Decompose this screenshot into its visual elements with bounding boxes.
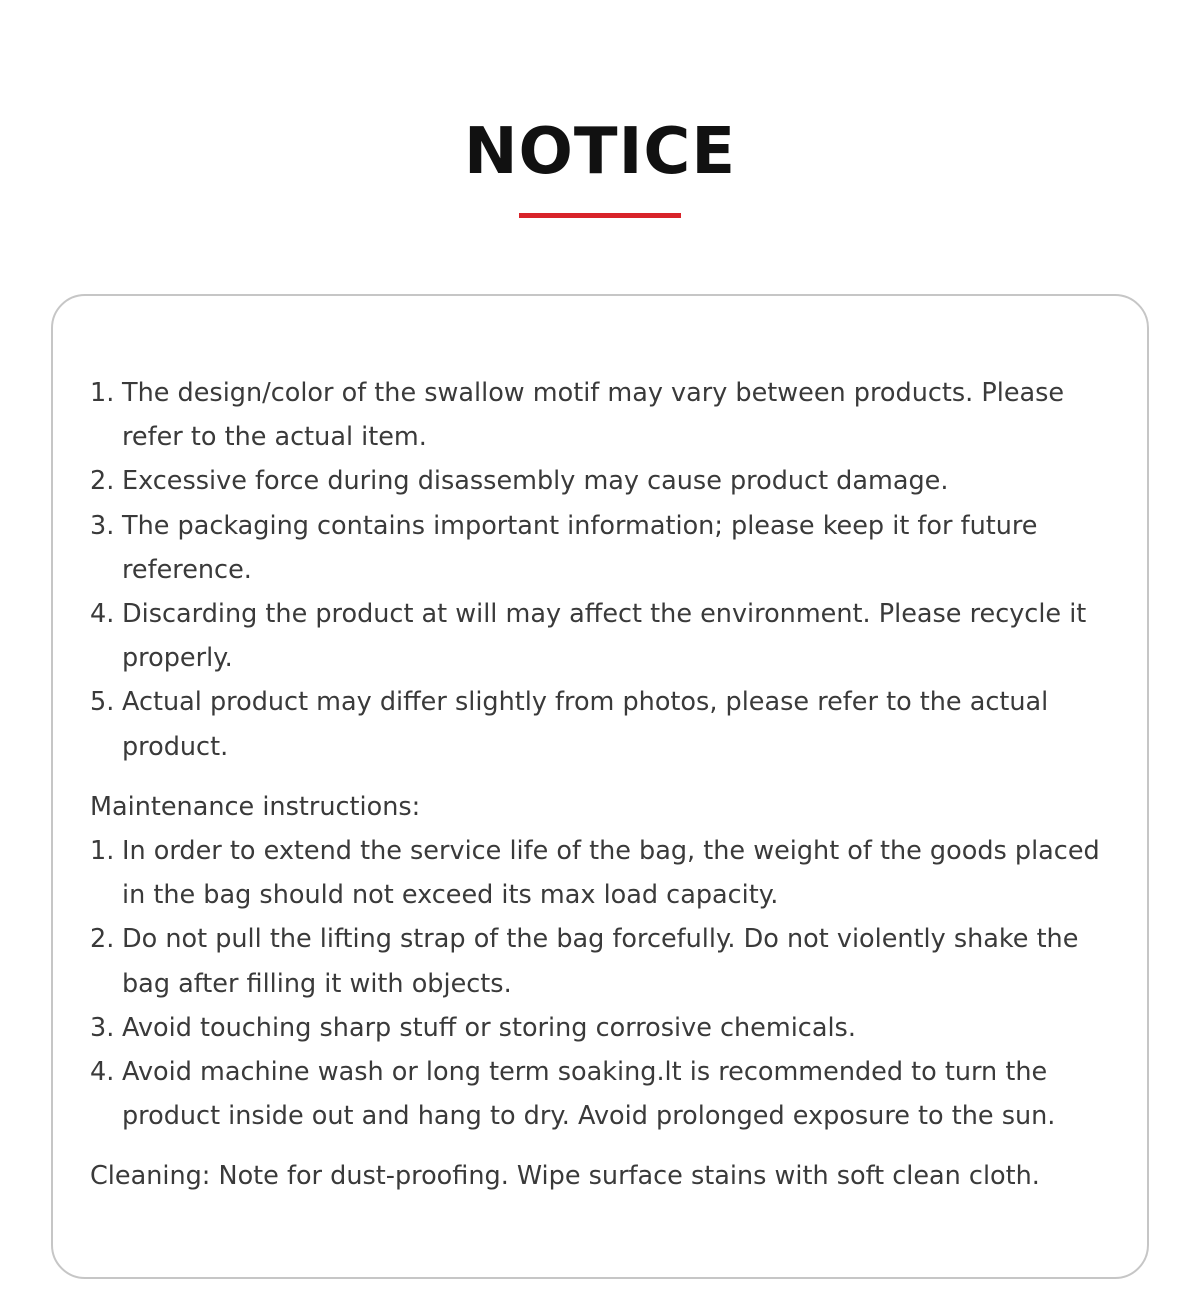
item-number: 1. — [90, 378, 115, 408]
maintenance-item-1 — [90, 829, 1130, 917]
notice-item-4 — [90, 592, 1130, 680]
item-number: 2. — [90, 466, 115, 497]
item-text: Avoid machine wash or long term soaking.lt is recommended to turn the product inside out and hang to dry. Avoid prolonged exposure to the sun. — [122, 1057, 1056, 1132]
item-text: The design/color of the swallow motif may vary between products. Please refer to the actual item. — [122, 378, 1065, 453]
item-number: 4. — [90, 599, 115, 630]
item-text: Do not pull the lifting strap of the bag forcefully. Do not violently shake the bag after filling it with objects. — [122, 924, 1079, 999]
item-number: 4. — [90, 1057, 115, 1088]
item-text: Actual product may differ slightly from photos, please refer to the actual product. — [122, 687, 1049, 762]
notice-content — [90, 371, 1130, 1199]
maintenance-list — [90, 829, 1130, 1138]
item-number: 2. — [90, 924, 115, 955]
notice-item-3 — [90, 504, 1130, 592]
item-text: Discarding the product at will may affect the environment. Please recycle it properly. — [122, 599, 1087, 674]
item-text: Avoid touching sharp stuff or storing corrosive chemicals. — [122, 1012, 856, 1043]
maintenance-item-3 — [90, 1006, 1130, 1050]
item-number: 3. — [90, 510, 115, 541]
item-text: The packaging contains important information; please keep it for future reference. — [122, 510, 1038, 585]
item-number: 1. — [90, 836, 115, 867]
title-underline — [519, 213, 681, 218]
notice-item-1 — [90, 371, 1130, 459]
maintenance-heading: Maintenance instructions: — [90, 791, 421, 822]
notice-list — [90, 371, 1130, 769]
cleaning-note: Cleaning: Note for dust-proofing. Wipe surface stains with soft clean cloth. — [90, 1161, 1040, 1192]
item-number: 5. — [90, 687, 115, 718]
notice-item-2 — [90, 459, 1130, 503]
item-number: 3. — [90, 1012, 115, 1043]
page-title: NOTICE — [463, 115, 737, 189]
item-text: Excessive force during disassembly may cause product damage. — [122, 466, 949, 497]
maintenance-item-4 — [90, 1050, 1130, 1138]
item-text: In order to extend the service life of the bag, the weight of the goods placed in the bag should not exceed its max load capacity. — [122, 836, 1100, 911]
maintenance-item-2 — [90, 917, 1130, 1005]
notice-item-5 — [90, 680, 1130, 768]
